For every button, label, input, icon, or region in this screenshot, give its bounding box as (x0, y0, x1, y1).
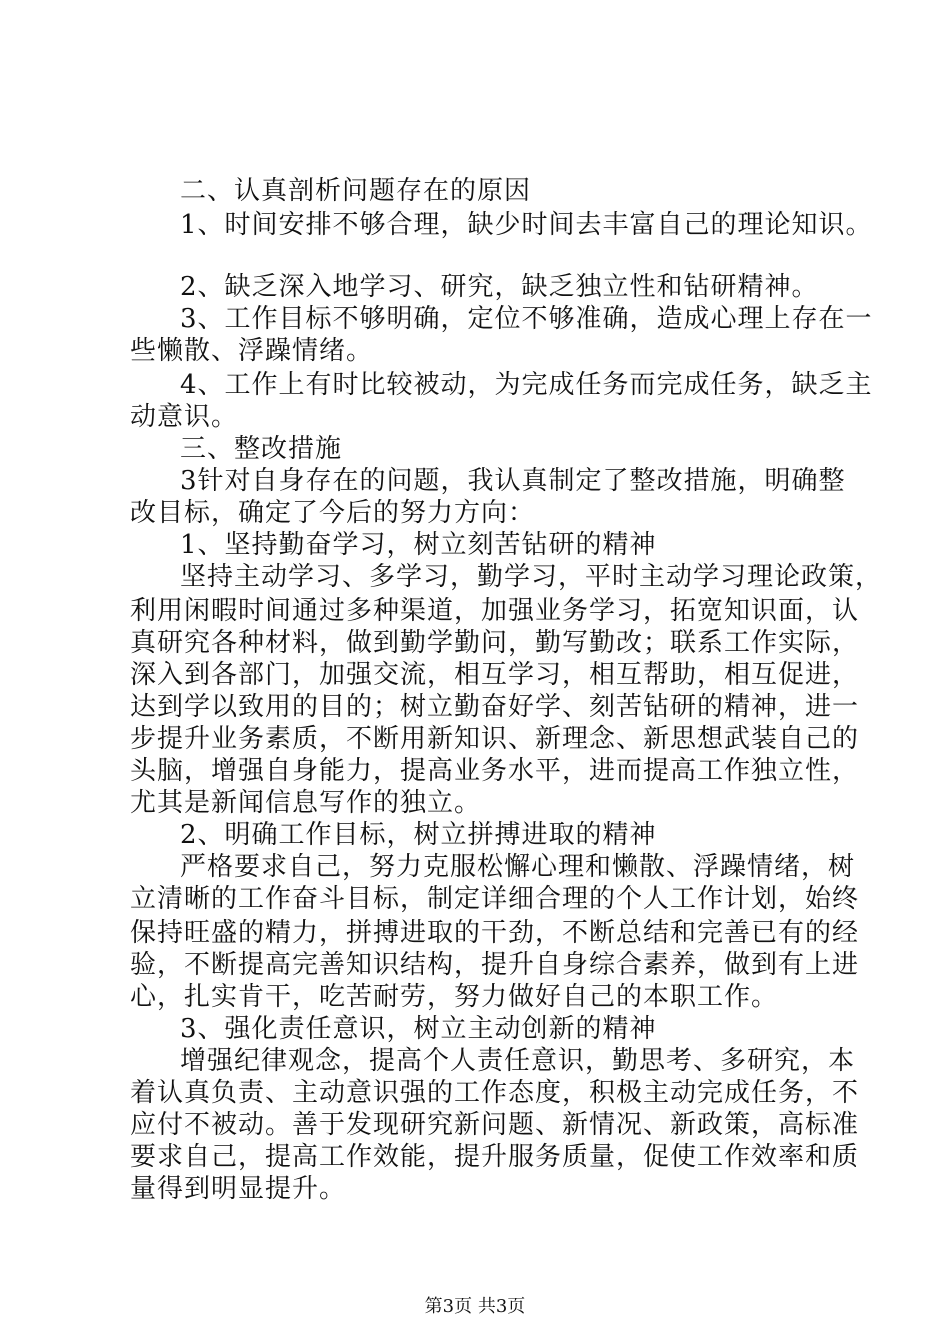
paragraph-line: 量得到明显提升。 (130, 1174, 347, 1204)
paragraph-line: 要求自己，提高工作效能，提升服务质量，促使工作效率和质 (130, 1142, 860, 1172)
subheading: 2、明确工作目标，树立拼搏进取的精神 (180, 820, 657, 850)
paragraph-line: 达到学以致用的目的；树立勤奋好学、刻苦钻研的精神，进一 (130, 692, 860, 722)
paragraph-line: 保持旺盛的精力，拼搏进取的干劲，不断总结和完善已有的经 (130, 918, 860, 948)
paragraph-line: 2、缺乏深入地学习、研究，缺乏独立性和钻研精神。 (180, 272, 819, 302)
paragraph-line: 立清晰的工作奋斗目标，制定详细合理的个人工作计划，始终 (130, 884, 860, 914)
paragraph-line: 1、时间安排不够合理，缺少时间去丰富自己的理论知识。 (180, 210, 873, 240)
paragraph-line: 应付不被动。善于发现研究新问题、新情况、新政策，高标准 (130, 1110, 860, 1140)
subheading: 3、强化责任意识，树立主动创新的精神 (180, 1014, 657, 1044)
paragraph-line: 些懒散、浮躁情绪。 (130, 336, 374, 366)
paragraph-line: 利用闲暇时间通过多种渠道，加强业务学习，拓宽知识面，认 (130, 596, 860, 626)
paragraph-line: 步提升业务素质，不断用新知识、新理念、新思想武装自己的 (130, 724, 860, 754)
paragraph-line: 坚持主动学习、多学习，勤学习，平时主动学习理论政策， (180, 562, 883, 592)
section-heading: 三、整改措施 (180, 434, 343, 464)
paragraph-line: 严格要求自己，努力克服松懈心理和懒散、浮躁情绪，树 (180, 852, 856, 882)
paragraph-line: 深入到各部门，加强交流，相互学习，相互帮助，相互促进， (130, 660, 860, 690)
subheading: 1、坚持勤奋学习，树立刻苦钻研的精神 (180, 530, 657, 560)
paragraph-line: 3针对自身存在的问题，我认真制定了整改措施，明确整 (180, 466, 846, 496)
paragraph-line: 头脑，增强自身能力，提高业务水平，进而提高工作独立性， (130, 756, 860, 786)
paragraph-line: 3、工作目标不够明确，定位不够准确，造成心理上存在一 (180, 304, 873, 334)
page-footer: 第3页 共3页 (424, 1296, 526, 1317)
paragraph-line: 尤其是新闻信息写作的独立。 (130, 788, 482, 818)
paragraph-line: 心，扎实肯干，吃苦耐劳，努力做好自己的本职工作。 (130, 982, 779, 1012)
paragraph-line: 改目标，确定了今后的努力方向： (130, 498, 536, 528)
paragraph-line: 增强纪律观念，提高个人责任意识，勤思考、多研究，本 (180, 1046, 856, 1076)
paragraph-line: 验，不断提高完善知识结构，提升自身综合素养，做到有上进 (130, 950, 860, 980)
paragraph-line: 真研究各种材料，做到勤学勤问，勤写勤改；联系工作实际， (130, 628, 860, 658)
section-heading: 二、认真剖析问题存在的原因 (180, 176, 532, 206)
paragraph-line: 4、工作上有时比较被动，为完成任务而完成任务，缺乏主 (180, 370, 873, 400)
paragraph-line: 着认真负责、主动意识强的工作态度，积极主动完成任务，不 (130, 1078, 860, 1108)
paragraph-line: 动意识。 (130, 402, 239, 432)
